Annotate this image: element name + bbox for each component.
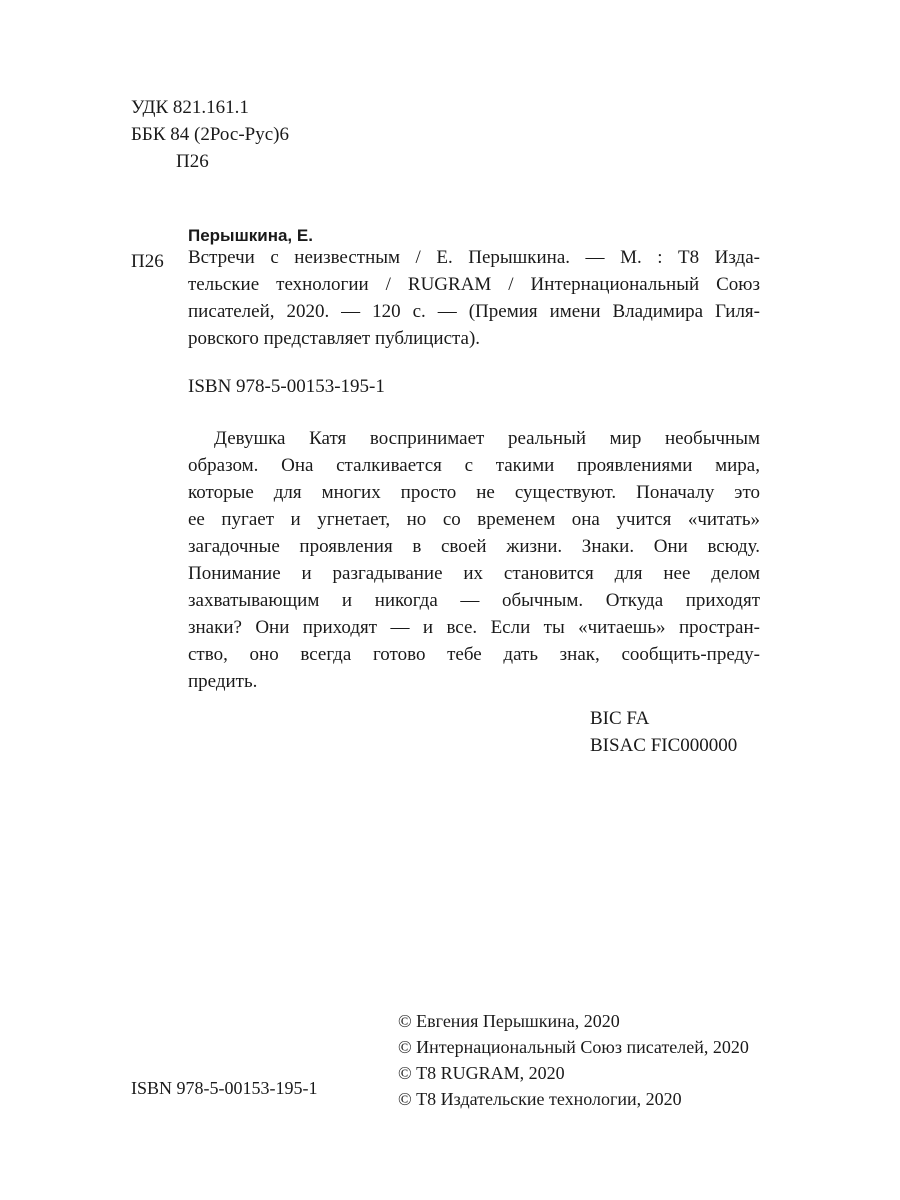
bisac-code: BISAC FIC000000 <box>590 735 738 756</box>
annotation-line: Понимание и разгадывание их становится для нее делом <box>188 563 760 584</box>
annotation-line: загадочные проявления в своей жизни. Знаки. Они всюду. <box>188 536 760 557</box>
copyright-line: © Евгения Перышкина, 2020 <box>398 1011 620 1031</box>
bib-line: Встречи с неизвестным / Е. Перышкина. — М. : Т8 Изда- <box>188 247 760 268</box>
annotation-line: предить. <box>188 671 258 692</box>
copyright-block <box>398 1008 749 1112</box>
annotation-line: Девушка Катя воспринимает реальный мир необычным <box>214 428 760 449</box>
author-mark: П26 <box>176 151 209 172</box>
annotation-line: знаки? Они приходят — и все. Если ты «читаешь» простран- <box>188 617 760 638</box>
bbk-code: ББК 84 (2Рос-Рус)6 <box>131 124 289 145</box>
annotation-line: ее пугает и угнетает, но со временем она учится «читать» <box>188 509 760 530</box>
isbn-main: ISBN 978-5-00153-195-1 <box>188 376 385 397</box>
copyright-line: © Интернациональный Союз писателей, 2020 <box>398 1037 749 1057</box>
annotation-line: образом. Она сталкивается с такими проявлениями мира, <box>188 455 760 476</box>
udk-code: УДК 821.161.1 <box>131 97 249 118</box>
annotation-line: захватывающим и никогда — обычным. Откуда приходят <box>188 590 760 611</box>
bib-line: тельские технологии / RUGRAM / Интернациональный Союз <box>188 274 760 295</box>
author-heading: Перышкина, Е. <box>188 226 313 245</box>
annotation-text <box>188 425 760 695</box>
copyright-line: © Т8 RUGRAM, 2020 <box>398 1063 565 1083</box>
subject-codes <box>590 705 737 759</box>
bic-code: BIC FA <box>590 708 650 729</box>
call-code: П26 <box>131 251 164 272</box>
annotation-line: которые для многих просто не существуют. Поначалу это <box>188 482 760 503</box>
copyright-line: © Т8 Издательские технологии, 2020 <box>398 1089 682 1109</box>
bib-line: писателей, 2020. — 120 с. — (Премия имени Владимира Гиля- <box>188 301 760 322</box>
annotation-line: ство, оно всегда готово тебе дать знак, сообщить-преду- <box>188 644 760 665</box>
classification-block <box>131 94 289 175</box>
bib-line: ровского представляет публициста). <box>188 328 481 349</box>
bibliographic-description <box>188 244 760 352</box>
isbn-bottom: ISBN 978-5-00153-195-1 <box>131 1078 318 1098</box>
